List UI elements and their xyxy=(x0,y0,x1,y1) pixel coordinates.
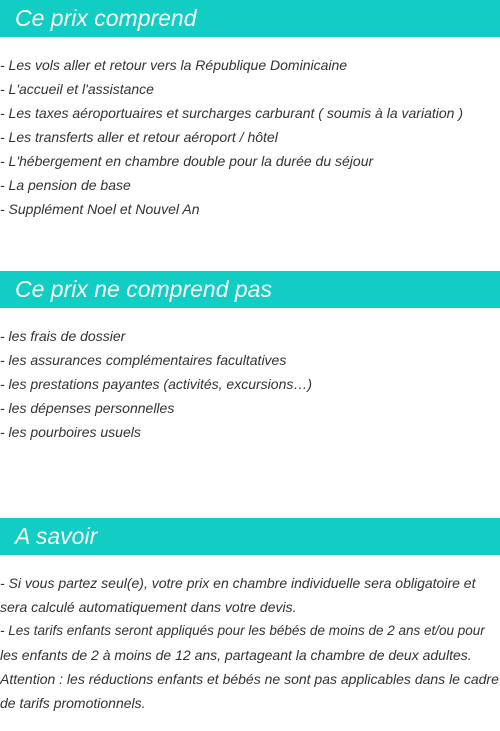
list-item: - Supplément Noel et Nouvel An xyxy=(0,201,200,217)
list-item: - les pourboires usuels xyxy=(0,424,141,440)
section-title: Ce prix comprend xyxy=(15,5,197,31)
section-title: Ce prix ne comprend pas xyxy=(15,276,272,302)
section-header-not-included xyxy=(0,271,500,308)
paragraph-line: - Si vous partez seul(e), votre prix en chambre individuelle sera obligatoire et xyxy=(0,575,476,591)
section-title: A savoir xyxy=(15,523,98,549)
list-item: - les assurances complémentaires facultatives xyxy=(0,352,287,368)
paragraph-line: Attention : les réductions enfants et bébés ne sont pas applicables dans le cadre xyxy=(0,671,499,687)
list-item: - Les transferts aller et retour aéroport / hôtel xyxy=(0,129,278,145)
paragraph-line: - Les tarifs enfants seront appliqués pour les bébés de moins de 2 ans et/ou pour xyxy=(0,623,485,638)
paragraph-line: de tarifs promotionnels. xyxy=(0,695,146,711)
list-item: - Les taxes aéroportuaires et surcharges carburant ( soumis à la variation ) xyxy=(0,105,463,121)
list-item: - les prestations payantes (activités, excursions…) xyxy=(0,376,313,392)
section-header-good-to-know xyxy=(0,518,500,555)
not-included-list xyxy=(0,324,500,444)
paragraph-line: les enfants de 2 à moins de 12 ans, partageant la chambre de deux adultes. xyxy=(0,647,472,663)
list-item: - les dépenses personnelles xyxy=(0,400,175,416)
list-item: - L'accueil et l'assistance xyxy=(0,81,154,97)
paragraph-line: sera calculé automatiquement dans votre devis. xyxy=(0,599,297,615)
included-list xyxy=(0,53,500,221)
good-to-know-paragraph xyxy=(0,571,500,715)
list-item: - les frais de dossier xyxy=(0,328,126,344)
list-item: - La pension de base xyxy=(0,177,131,193)
list-item: - Les vols aller et retour vers la République Dominicaine xyxy=(0,57,348,73)
list-item: - L'hébergement en chambre double pour la durée du séjour xyxy=(0,153,374,169)
section-header-included xyxy=(0,0,500,37)
